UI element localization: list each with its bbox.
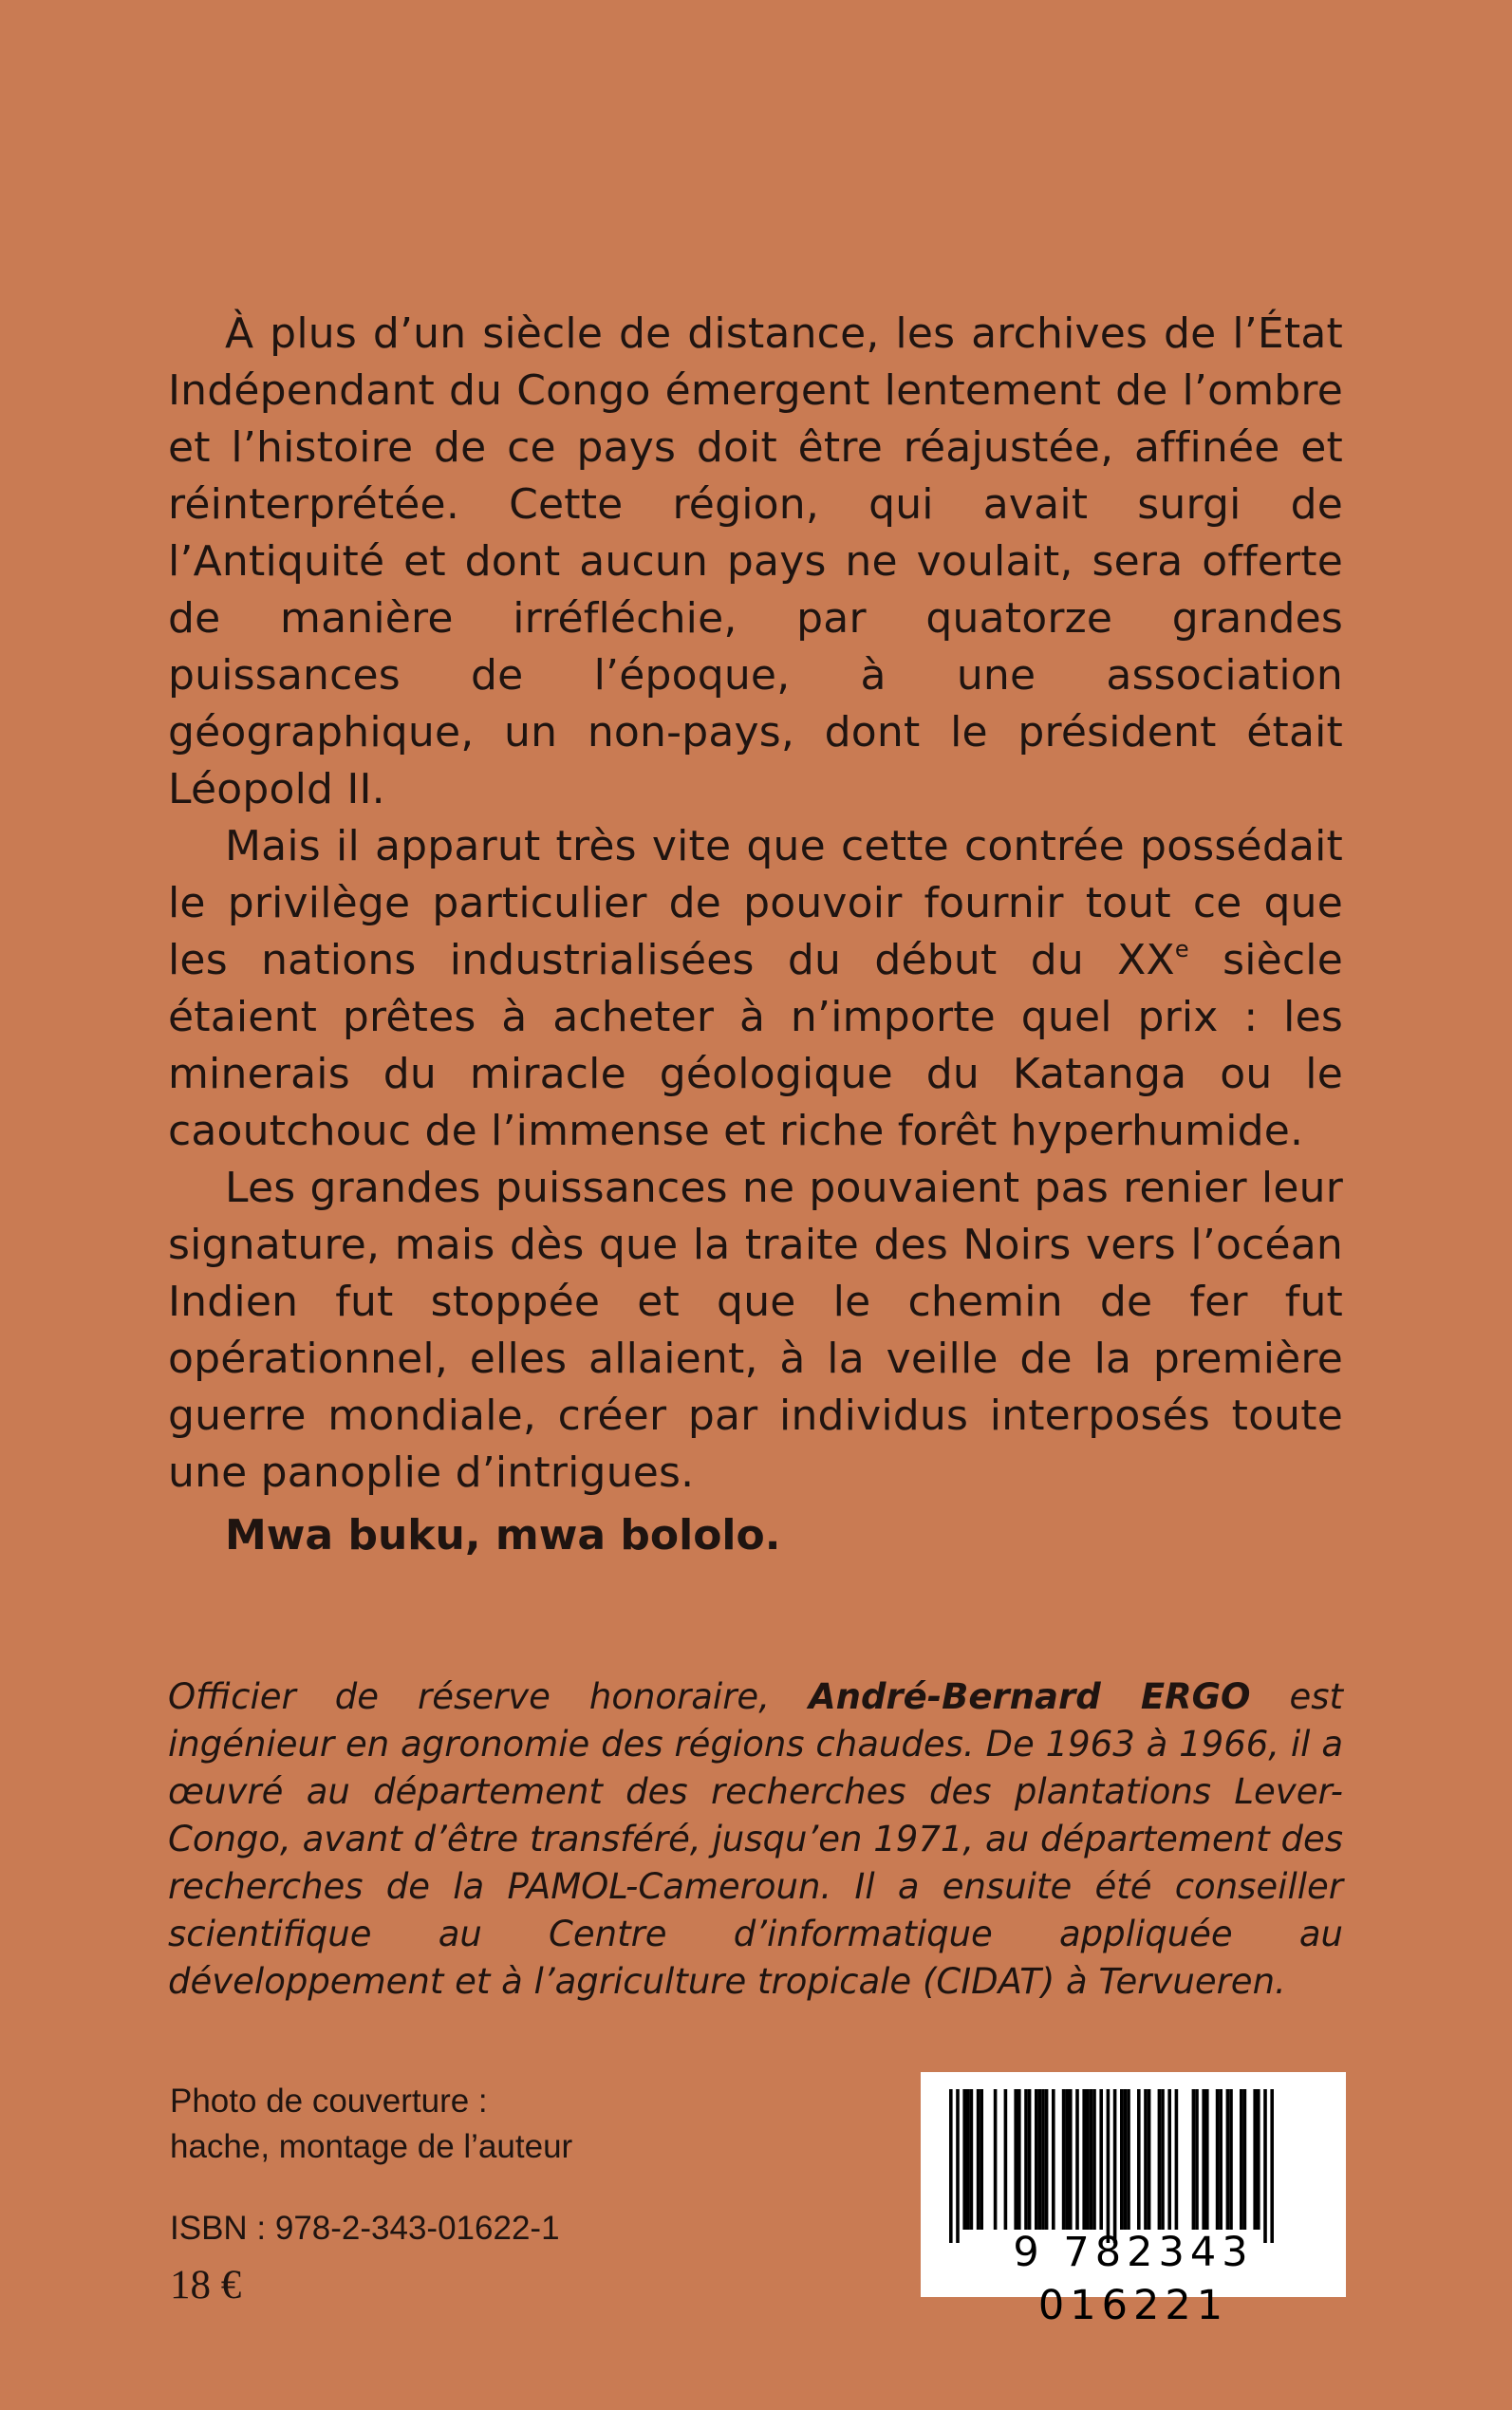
barcode-bar [1167, 2089, 1171, 2230]
barcode-bar [1127, 2089, 1130, 2230]
barcode-bar [1158, 2089, 1162, 2230]
author-bio [168, 1673, 1343, 2006]
photo-credits-line-2: hache, montage de l’auteur [170, 2128, 573, 2165]
barcode-bar [1216, 2089, 1220, 2230]
barcode-bar [1041, 2089, 1045, 2230]
barcode-bar [1243, 2089, 1247, 2230]
photo-credits-line-1: Photo de couverture : [170, 2083, 488, 2120]
barcode-bar [1017, 2089, 1021, 2230]
barcode-bar [1035, 2089, 1038, 2230]
barcode-bar [1069, 2089, 1073, 2230]
barcode-bar [1226, 2089, 1230, 2230]
barcode-bar [1137, 2089, 1141, 2230]
barcode-bar [1014, 2089, 1017, 2230]
blurb-paragraph-2-start: Mais il apparut très vite que cette contrée possédait le privilège particulier de pouvoir fournir tout ce que les nations industrialisées du début du XX [168, 822, 1343, 984]
barcode-bar [956, 2089, 960, 2243]
barcode-bar [970, 2089, 974, 2230]
barcode [921, 2072, 1346, 2329]
author-bio-intro: Officier de réserve honoraire, [168, 1676, 809, 1717]
barcode-bar [1024, 2089, 1028, 2230]
barcode-bar [1086, 2089, 1090, 2230]
blurb-paragraph-3: Les grandes puissances ne pouvaient pas renier leur signature, mais dès que la traite des Noirs vers l’océan Indien fut stoppée et que le chemin de fer fut opérationnel, elles allaient, à la veille de la première guerre mondiale, créer par individus interposés toute une panoplie d’intrigues. [168, 1164, 1343, 1497]
barcode-bar [1202, 2089, 1205, 2230]
motto: Mwa buku, mwa bololo. [225, 1511, 781, 1560]
barcode-bar [1195, 2089, 1199, 2230]
blurb-paragraph-1: À plus d’un siècle de distance, les archives de l’État Indépendant du Congo émergent lentement de l’ombre et l’histoire de ce pays doit être réajustée, affinée et réinterprétée. Cette région, qui avait surgi de l’Antiquité et dont aucun pays ne voulait, sera offerte de manière irréfléchie, par quatorze grandes puissances de l’époque, à une association géographique, un non-pays, dont le président était Léopold II. [168, 309, 1343, 813]
barcode-bar [1092, 2089, 1096, 2230]
barcode-bar [1124, 2089, 1128, 2230]
barcode-bar [1028, 2089, 1032, 2230]
barcode-bar [1219, 2089, 1223, 2230]
isbn: ISBN : 978-2-343-01622-1 [170, 2210, 560, 2247]
barcode-bar [980, 2089, 983, 2230]
barcode-bar [1004, 2089, 1008, 2230]
barcode-bar [1253, 2089, 1257, 2230]
barcode-bar [962, 2089, 966, 2230]
barcode-bar [1148, 2089, 1151, 2230]
barcode-bar [1062, 2089, 1066, 2230]
barcode-bar [1205, 2089, 1209, 2230]
barcode-digits: 9 782343 016221 [1013, 2229, 1254, 2329]
author-name: André-Bernard ERGO [808, 1676, 1251, 1717]
barcode-bar [1257, 2089, 1260, 2230]
barcode-bar [1161, 2089, 1165, 2230]
price: 18 € [170, 2263, 242, 2307]
blurb-paragraph-2 [168, 818, 1343, 1160]
barcode-bar [1082, 2089, 1086, 2230]
barcode-bar [1192, 2089, 1196, 2230]
barcode-bar [1144, 2089, 1148, 2230]
barcode-bar [1120, 2089, 1124, 2230]
barcode-bar [1099, 2089, 1103, 2230]
barcode-bar [1113, 2089, 1117, 2243]
barcode-bar [1052, 2089, 1055, 2230]
century-superscript: e [1174, 936, 1189, 962]
blurb [168, 306, 1343, 1502]
photo-credits [170, 2079, 572, 2170]
barcode-bar [1175, 2089, 1179, 2230]
barcode-bar [1229, 2089, 1233, 2230]
barcode-bar [1107, 2089, 1111, 2243]
barcode-bar [994, 2089, 998, 2230]
author-bio-text: est ingénieur en agronomie des régions chaudes. De 1963 à 1966, il a œuvré au département des recherches des plantations Lever-Congo, avant d’être transféré, jusqu’en 1971, au département des recherches de la PAMOL-Cameroun. Il a ensuite été conseiller scientifique au Centre d’informatique appliquée au développement et à l’agriculture tropicale (CIDAT) à Tervueren. [168, 1676, 1343, 2002]
barcode-bar [1038, 2089, 1042, 2230]
barcode-bar [1270, 2089, 1274, 2243]
barcode-bar [1045, 2089, 1049, 2230]
barcode-bar [1090, 2089, 1093, 2230]
barcode-bar [1263, 2089, 1267, 2243]
barcode-bar [966, 2089, 970, 2230]
barcode-bar [1240, 2089, 1243, 2230]
barcode-bar [977, 2089, 980, 2230]
barcode-bar [949, 2089, 953, 2243]
barcode-bar [1075, 2089, 1079, 2230]
barcode-bar [1065, 2089, 1069, 2230]
blurb-paragraph-2-end: siècle étaient prêtes à acheter à n’importe quel prix : les minerais du miracle géologique du Katanga ou le caoutchouc de l’immense et riche forêt hyperhumide. [168, 936, 1343, 1155]
